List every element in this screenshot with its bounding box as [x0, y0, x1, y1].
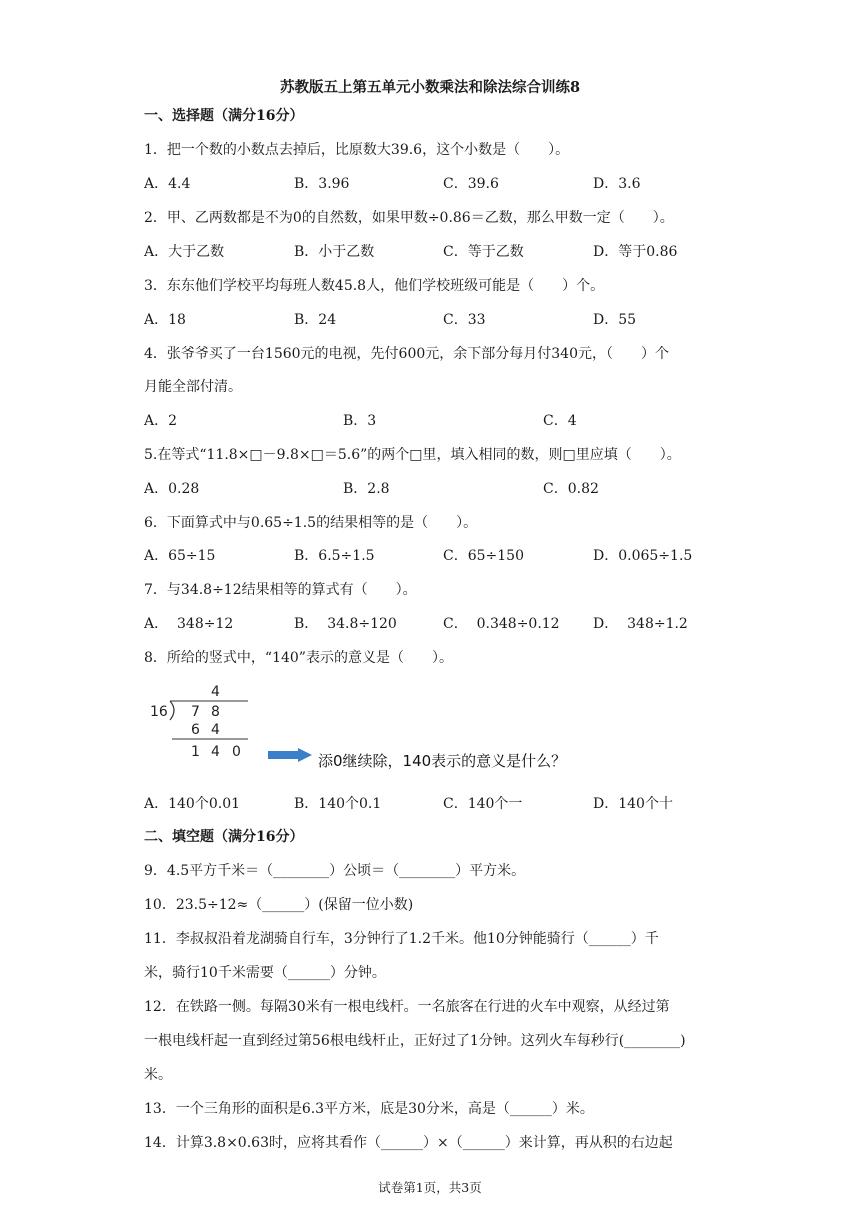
- question-7: 7．与34.8÷12结果相等的算式有（ ）。: [144, 582, 417, 598]
- q1-option-b: B．3.96: [294, 176, 350, 192]
- remainder-digit: 4: [211, 744, 220, 760]
- division-bracket: [144, 684, 274, 772]
- q6-option-a: A．65÷15: [144, 548, 216, 564]
- question-5: 5.在等式“11.8×□－9.8×□＝5.6”的两个□里，填入相同的数，则□里应填（ ）。: [144, 447, 681, 463]
- question-10: 10．23.5÷12≈（______）(保留一位小数): [144, 897, 414, 913]
- page-title: 苏教版五上第五单元小数乘法和除法综合训练8: [279, 79, 581, 96]
- q6-option-d: D．0.065÷1.5: [593, 548, 693, 564]
- dividend-digit: 7: [191, 704, 200, 720]
- dividend-digit: 8: [211, 704, 220, 720]
- question-6: 6．下面算式中与0.65÷1.5的结果相等的是（ ）。: [144, 515, 478, 531]
- question-3: 3．东东他们学校平均每班人数45.8人，他们学校班级可能是（ ）个。: [144, 278, 605, 294]
- question-2: 2．甲、乙两数都是不为0的自然数，如果甲数÷0.86＝乙数，那么甲数一定（ ）。: [144, 210, 674, 226]
- q5-option-a: A．0.28: [144, 481, 200, 497]
- question-11-line-2: 米，骑行10千米需要（______）分钟。: [144, 965, 386, 981]
- q7-option-d: D． 348÷1.2: [593, 616, 688, 632]
- question-4-line-2: 月能全部付清。: [144, 379, 242, 395]
- divisor: 16: [150, 704, 168, 720]
- question-9: 9．4.5平方千米＝（________）公顷＝（________）平方米。: [144, 863, 526, 879]
- q3-option-d: D．55: [593, 312, 637, 328]
- question-12-line-2: 一根电线杆起一直到经过第56根电线杆止，正好过了1分钟。这列火车每秒行(________): [144, 1033, 686, 1049]
- section-heading-choice: 一、选择题（满分16分）: [144, 108, 304, 124]
- q6-option-b: B．6.5÷1.5: [294, 548, 375, 564]
- q1-option-a: A．4.4: [144, 176, 191, 192]
- question-12-line-3: 米。: [144, 1067, 172, 1083]
- question-14: 14．计算3.8×0.63时，应将其看作（______）×（______）来计算，再从积的右边起: [144, 1135, 673, 1151]
- q4-option-c: C．4: [543, 413, 577, 429]
- q5-option-c: C．0.82: [543, 481, 599, 497]
- q4-option-a: A．2: [144, 413, 178, 429]
- q8-option-d: D．140个十: [593, 796, 673, 812]
- division-caption: 添0继续除，140表示的意义是什么？: [318, 752, 567, 770]
- right-arrow-icon: [268, 748, 312, 762]
- question-8: 8．所给的竖式中，“140”表示的意义是（ ）。: [144, 650, 453, 666]
- q5-option-b: B．2.8: [343, 481, 390, 497]
- q2-option-b: B．小于乙数: [294, 244, 375, 260]
- q2-option-a: A．大于乙数: [144, 244, 225, 260]
- remainder-digit: 1: [191, 744, 200, 760]
- q2-option-d: D．等于0.86: [593, 244, 678, 260]
- section-heading-fill: 二、填空题（满分16分）: [144, 829, 304, 845]
- q3-option-b: B．24: [294, 312, 337, 328]
- question-4-line-1: 4．张爷爷买了一台1560元的电视，先付600元，余下部分每月付340元，（ ）个: [144, 346, 669, 362]
- long-division-figure: [144, 684, 584, 772]
- q7-option-b: B． 34.8÷120: [294, 616, 397, 632]
- q1-option-d: D．3.6: [593, 176, 641, 192]
- question-11-line-1: 11．李叔叔沿着龙湖骑自行车，3分钟行了1.2千米。他10分钟能骑行（______）千: [144, 931, 659, 947]
- q8-option-b: B．140个0.1: [294, 796, 382, 812]
- q3-option-c: C．33: [443, 312, 486, 328]
- product-digit: 4: [211, 722, 220, 738]
- quotient-digit: 4: [211, 684, 220, 700]
- q2-option-c: C．等于乙数: [443, 244, 524, 260]
- question-12-line-1: 12．在铁路一侧。每隔30米有一根电线杆。一名旅客在行进的火车中观察，从经过第: [144, 999, 670, 1015]
- q7-option-a: A． 348÷12: [144, 616, 234, 632]
- q7-option-c: C． 0.348÷0.12: [443, 616, 560, 632]
- q6-option-c: C．65÷150: [443, 548, 524, 564]
- q4-option-b: B．3: [343, 413, 377, 429]
- remainder-digit: 0: [232, 744, 241, 760]
- q1-option-c: C．39.6: [443, 176, 499, 192]
- question-13: 13．一个三角形的面积是6.3平方米，底是30分米，高是（______）米。: [144, 1101, 594, 1117]
- q8-option-c: C．140个一: [443, 796, 523, 812]
- q8-option-a: A．140个0.01: [144, 796, 241, 812]
- page-footer: 试卷第1页，共3页: [378, 1180, 482, 1195]
- question-1: 1．把一个数的小数点去掉后，比原数大39.6，这个小数是（ ）。: [144, 142, 570, 158]
- product-digit: 6: [191, 722, 200, 738]
- q3-option-a: A．18: [144, 312, 186, 328]
